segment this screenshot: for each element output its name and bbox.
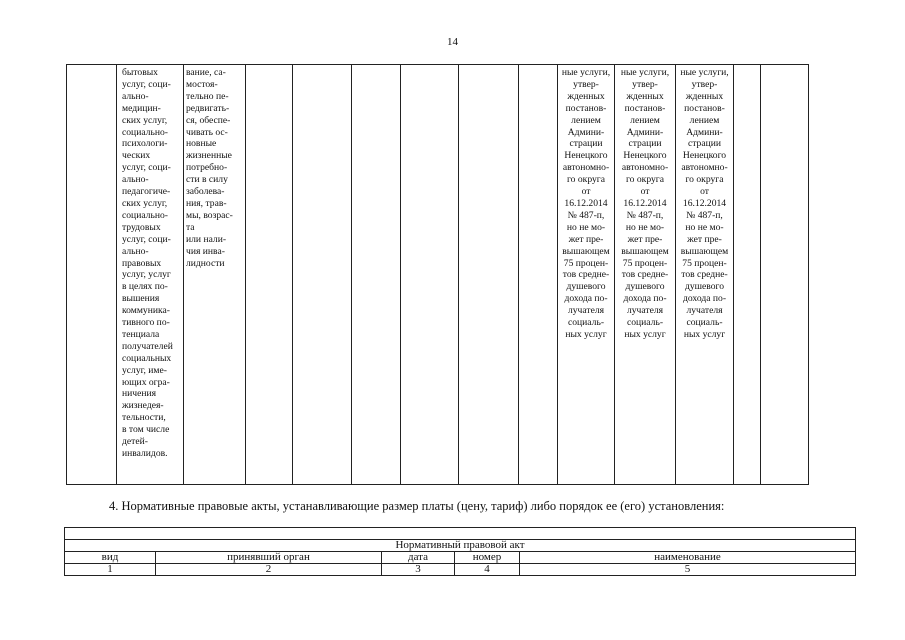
legal-acts-table bbox=[64, 527, 856, 576]
column-number: 2 bbox=[156, 564, 382, 576]
column-header: наименование bbox=[520, 552, 856, 564]
table-cell bbox=[65, 528, 856, 540]
header-row bbox=[65, 552, 856, 564]
section-heading: 4. Нормативные правовые акты, устанавливающие размер платы (цену, тариф) либо порядок ее (его) установления: bbox=[109, 499, 725, 513]
fee-text-3: ные услуги, утвер- жденных постанов- лением Админи- страции Ненецкого автономно- го округа от 16.12.2014 № 487-п, но не мо- жет пре- вышающем 75 процен- тов средне- душевого дохода по- лучателя социаль- ных услуг bbox=[680, 67, 729, 340]
recipient-condition-text: вание, са- мостоя- тельно пе- редвигать- ся, обеспе- чивать ос- новные жизненные потребно- сти в силу заболева- ния, трав- мы, возрас- та или нали- чия инва- лидности bbox=[186, 67, 233, 269]
column-header: принявший орган bbox=[156, 552, 382, 564]
services-table bbox=[66, 64, 809, 485]
column-number: 3 bbox=[382, 564, 455, 576]
column-number: 5 bbox=[520, 564, 856, 576]
group-header: Нормативный правовой акт bbox=[65, 540, 856, 552]
table-cell bbox=[615, 65, 676, 485]
fee-text-1: ные услуги, утвер- жденных постанов- лением Админи- страции Ненецкого автономно- го округа от 16.12.2014 № 487-п, но не мо- жет пре- вышающем 75 процен- тов средне- душевого дохода по- лучателя социаль- ных услуг bbox=[561, 67, 611, 340]
column-header: дата bbox=[382, 552, 455, 564]
column-header: вид bbox=[65, 552, 156, 564]
table-row bbox=[67, 65, 809, 485]
services-list-text: бытовых услуг, соци- ально- медицин- ских услуг, социально- психологи- ческих услуг, соци- ально- педагогиче- ских услуг, социально- трудовых услуг, соци- ально- правовых услуг, услуг в целях по- вышения коммуника- тивного по- тенциала получателей социальных услуг, име- ющих огра- ничения жизнедея- тельности, в том числе детей- инвалидов. bbox=[122, 67, 173, 459]
table-cell bbox=[761, 65, 809, 485]
page-number: 14 bbox=[447, 36, 458, 48]
column-header: номер bbox=[455, 552, 520, 564]
table-cell bbox=[676, 65, 734, 485]
table-cell bbox=[734, 65, 761, 485]
table-cell bbox=[117, 65, 184, 485]
table-cell bbox=[352, 65, 401, 485]
table-row bbox=[65, 528, 856, 540]
table-cell bbox=[459, 65, 519, 485]
table-cell bbox=[184, 65, 246, 485]
column-number: 1 bbox=[65, 564, 156, 576]
fee-text-2: ные услуги, утвер- жденных постанов- лением Админи- страции Ненецкого автономно- го округа от 16.12.2014 № 487-п, но не мо- жет пре- вышающем 75 процен- тов средне- душевого дохода по- лучателя социаль- ных услуг bbox=[620, 67, 670, 340]
table-row bbox=[65, 540, 856, 552]
table-cell bbox=[519, 65, 558, 485]
table-cell bbox=[246, 65, 293, 485]
table-cell bbox=[67, 65, 117, 485]
column-number: 4 bbox=[455, 564, 520, 576]
table-cell bbox=[558, 65, 615, 485]
number-row bbox=[65, 564, 856, 576]
table-cell bbox=[293, 65, 352, 485]
table-cell bbox=[401, 65, 459, 485]
